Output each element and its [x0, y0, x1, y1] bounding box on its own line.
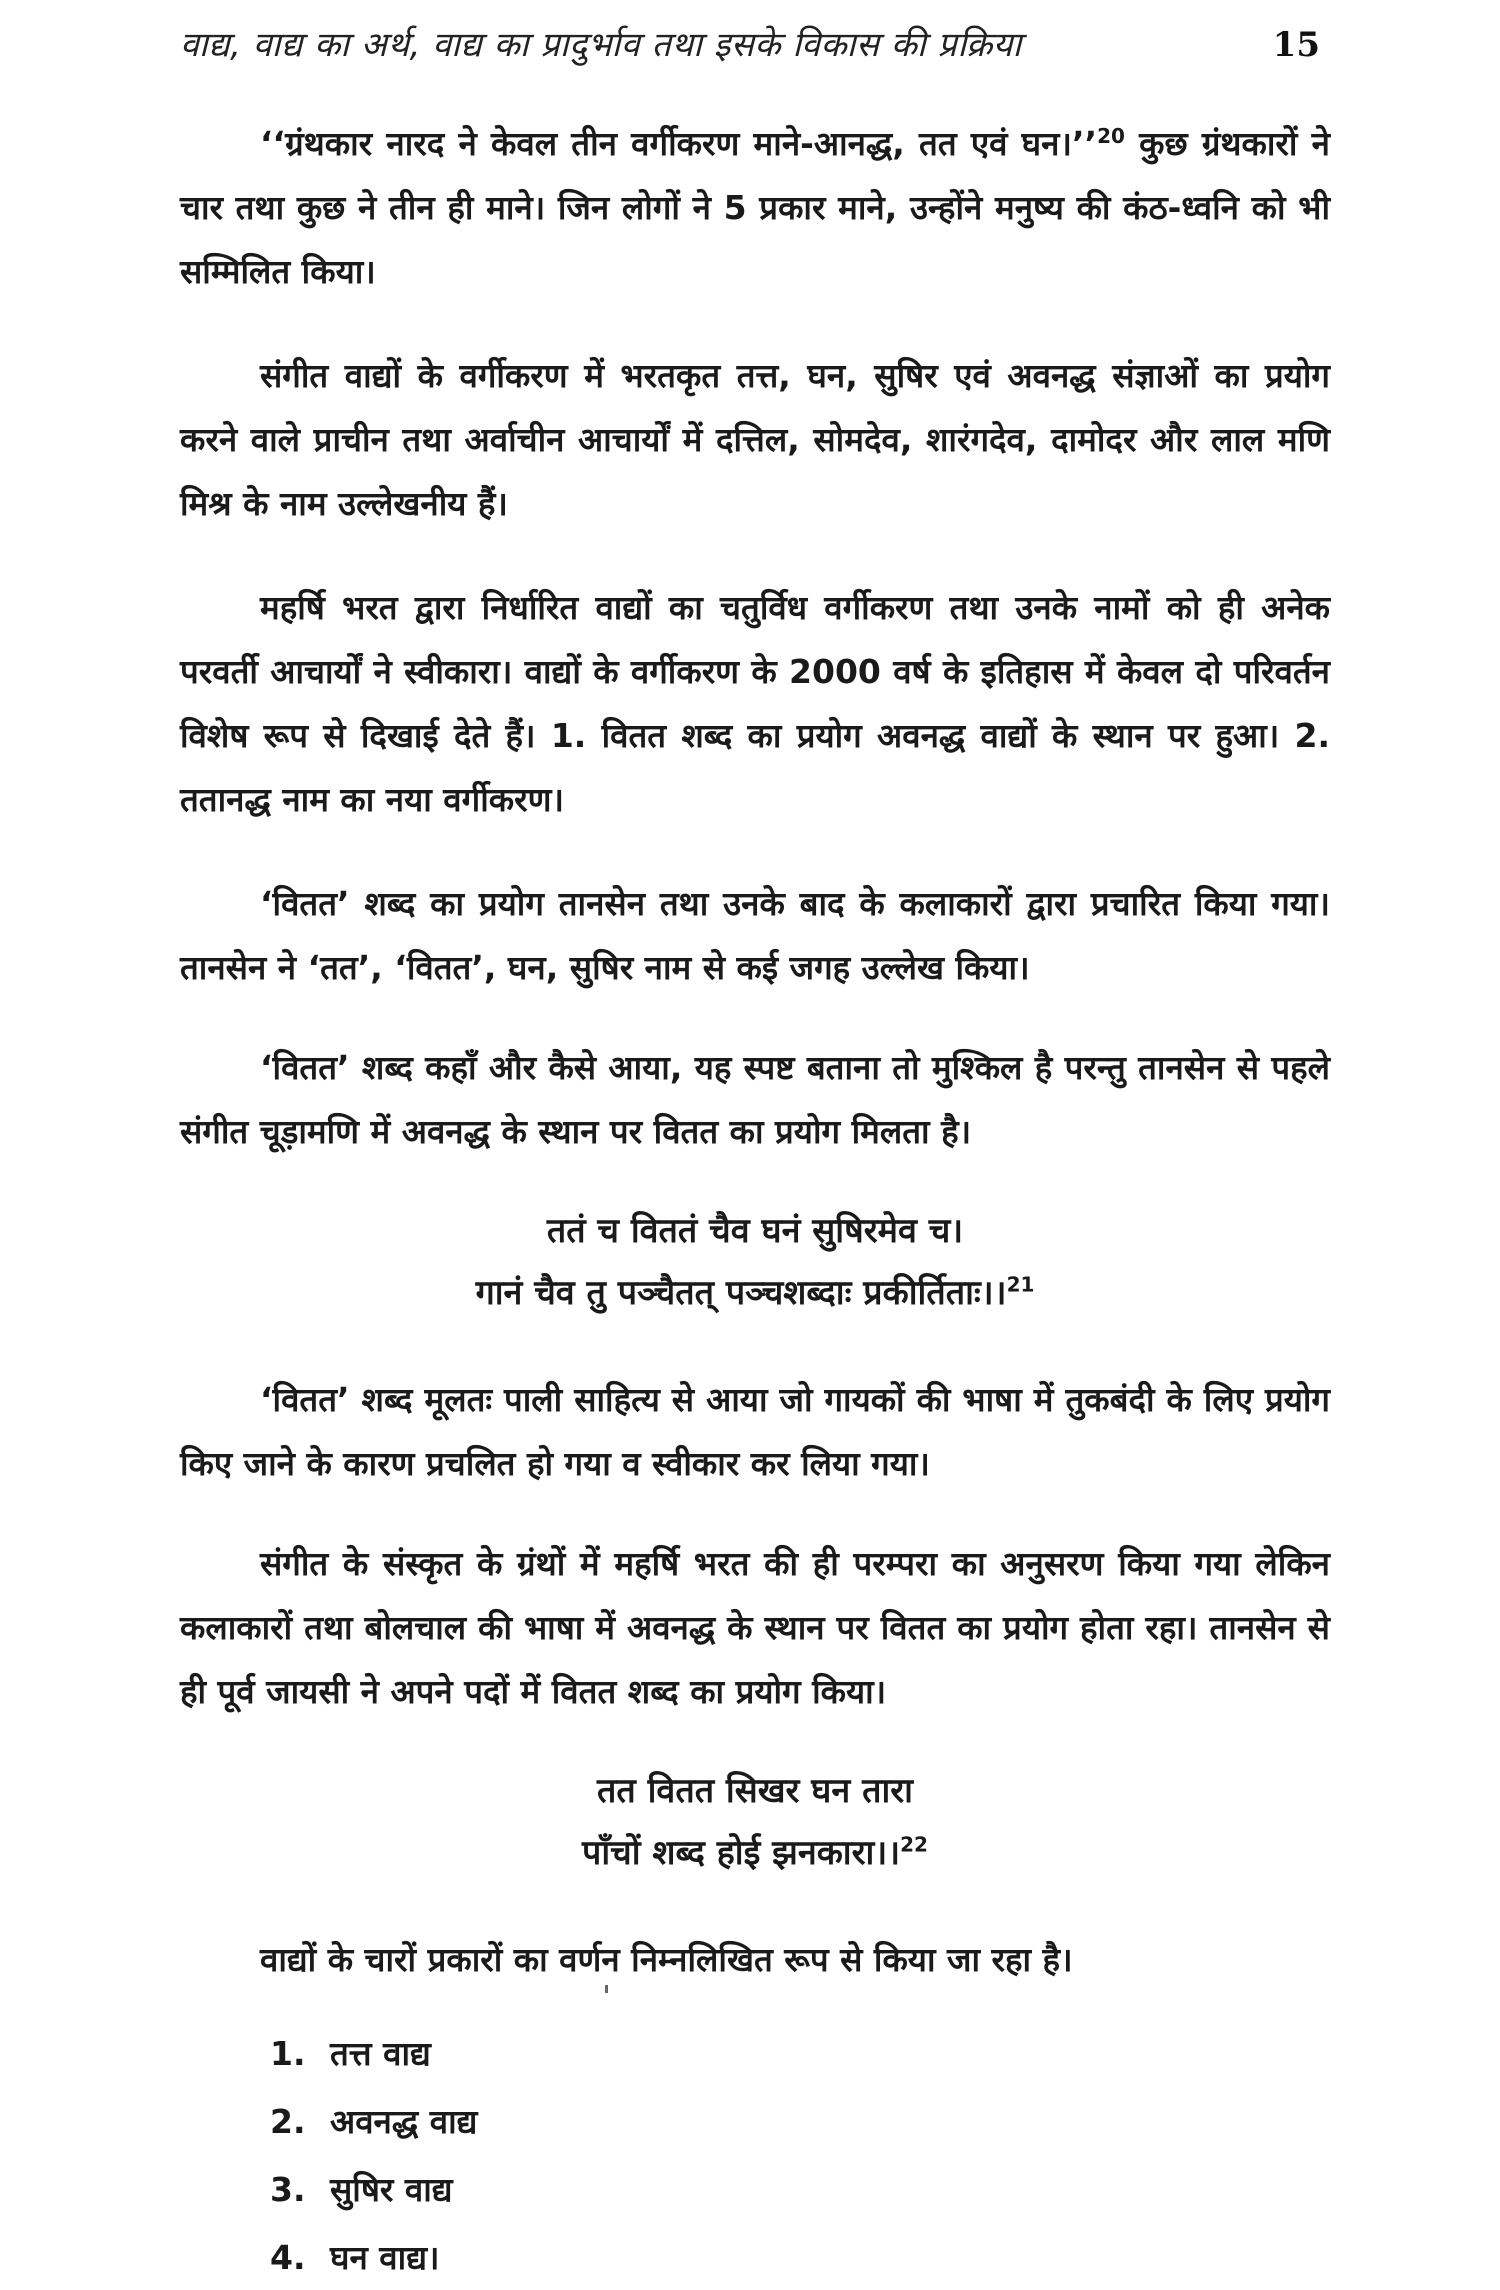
- paragraph-4: ‘वितत’ शब्द का प्रयोग तानसेन तथा उनके बाद के कलाकारों द्वारा प्रचारित किया गया। तानसेन ने ‘तत’, ‘वितत’, घन, सुषिर नाम से कई जगह उल्लेख किया।: [180, 884, 1330, 987]
- paragraph-3: महर्षि भरत द्वारा निर्धारित वाद्यों का चतुर्विध वर्गीकरण तथा उनके नामों को ही अनेक परवर्ती आचार्यों ने स्वीकारा। वाद्यों के वर्गीकरण के 2000 वर्ष के इतिहास में केवल दो परिवर्तन विशेष रूप से दिखाई देते हैं। 1. वितत शब्द का प्रयोग अवनद्ध वाद्यों के स्थान पर हुआ। 2. ततानद्ध नाम का नया वर्गीकरण।: [180, 588, 1330, 819]
- list-label: सुषिर वाद्य: [330, 2170, 453, 2209]
- footnote-ref-22: 22: [900, 1832, 928, 1857]
- verse-2: [180, 1760, 1330, 1884]
- paragraph-2: संगीत वाद्यों के वर्गीकरण में भरतकृत तत्त, घन, सुषिर एवं अवनद्ध संज्ञाओं का प्रयोग करने वाले प्राचीन तथा अर्वाचीन आचार्यों में दत्तिल, सोमदेव, शारंगदेव, दामोदर और लाल मणि मिश्र के नाम उल्लेखनीय हैं।: [180, 356, 1330, 523]
- list-number: 1.: [270, 2034, 306, 2073]
- list-label: तत्त वाद्य: [330, 2034, 431, 2073]
- paragraph-1: [180, 112, 1330, 304]
- paragraph-6: ‘वितत’ शब्द मूलतः पाली साहित्य से आया जो गायकों की भाषा में तुकबंदी के लिए प्रयोग किए जाने के कारण प्रचलित हो गया व स्वीकार कर लिया गया।: [180, 1380, 1330, 1483]
- chapter-title: वाद्य, वाद्य का अर्थ, वाद्य का प्रादुर्भाव तथा इसके विकास की प्रक्रिया: [180, 25, 1022, 65]
- paragraph-5: ‘वितत’ शब्द कहाँ और कैसे आया, यह स्पष्ट बताना तो मुश्किल है परन्तु तानसेन से पहले संगीत चूड़ामणि में अवनद्ध के स्थान पर वितत का प्रयोग मिलता है।: [180, 1048, 1330, 1151]
- verse-1-line-2: [180, 1262, 1330, 1324]
- list-item: [270, 2226, 1330, 2290]
- list-label: घन वाद्य।: [330, 2238, 440, 2277]
- list-number: 2.: [270, 2102, 306, 2141]
- instrument-types-list: [180, 2022, 1330, 2290]
- paragraph-7: संगीत के संस्कृत के ग्रंथों में महर्षि भरत की ही परम्परा का अनुसरण किया गया लेकिन कलाकारों तथा बोलचाल की भाषा में अवनद्ध के स्थान पर वितत का प्रयोग होता रहा। तानसेन से ही पूर्व जायसी ने अपने पदों में वितत शब्द का प्रयोग किया।: [180, 1544, 1330, 1711]
- list-number: 4.: [270, 2238, 306, 2277]
- verse-2-line-2-text: पाँचों शब्द होई झनकारा।।: [582, 1833, 901, 1873]
- footnote-ref-21: 21: [1006, 1272, 1035, 1297]
- list-item: [270, 2158, 1330, 2222]
- footnote-ref-20: 20: [1097, 124, 1125, 148]
- list-intro: वाद्यों के चारों प्रकारों का वर्णन निम्नलिखित रूप से किया जा रहा है।: [260, 1940, 1073, 1979]
- list-item: [270, 2022, 1330, 2086]
- page-number: 15: [1272, 25, 1320, 65]
- verse-1-line-2-text: गानं चैव तु पञ्चैतत् पञ्चशब्दाः प्रकीर्तिताः।।: [475, 1273, 1007, 1313]
- paragraph-1-rest: कुछ ग्रंथकारों ने चार तथा कुछ ने तीन ही माने। जिन लोगों ने 5 प्रकार माने, उन्होंने मनुष्य की कंठ-ध्वनि को भी सम्मिलित किया।: [180, 124, 1330, 291]
- running-header: [180, 20, 1330, 72]
- verse-1-line-1: ततं च विततं चैव घनं सुषिरमेव च।: [546, 1211, 964, 1251]
- list-item: [270, 2090, 1330, 2154]
- verse-2-line-1: तत वितत सिखर घन तारा: [597, 1771, 913, 1811]
- scan-speck: [605, 1985, 608, 1993]
- list-label: अवनद्ध वाद्य: [330, 2102, 478, 2141]
- verse-2-line-2: [180, 1822, 1330, 1884]
- paragraph-1-quote: ‘‘ग्रंथकार नारद ने केवल तीन वर्गीकरण माने-आनद्ध, तत एवं घन।’’: [260, 124, 1098, 163]
- verse-1: [180, 1200, 1330, 1324]
- list-number: 3.: [270, 2170, 306, 2209]
